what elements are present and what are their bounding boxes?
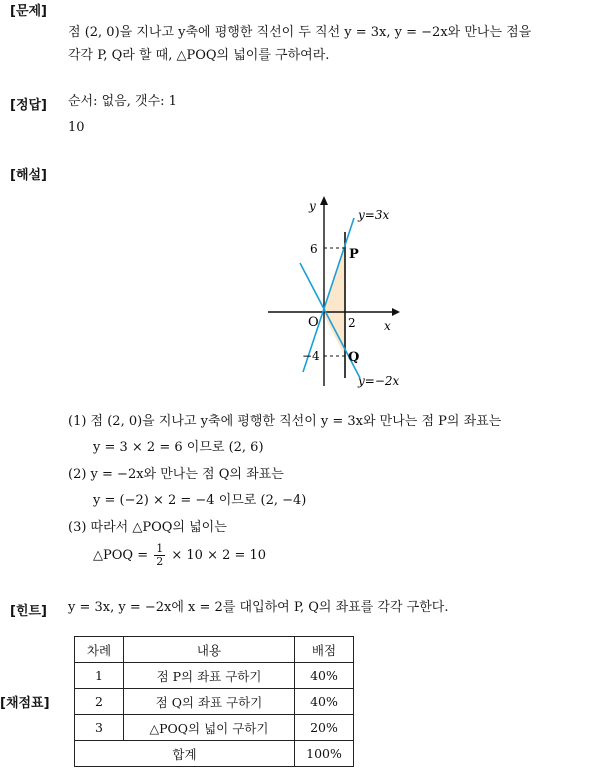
table-header-row: [75, 637, 354, 663]
solution-step3-formula: [93, 542, 266, 570]
total-label: 합계: [75, 741, 295, 767]
point-p-label: P: [349, 247, 359, 262]
header-order: 차례: [75, 637, 124, 663]
header-content: 내용: [124, 637, 295, 663]
fraction-one-half: [154, 543, 165, 568]
solution-step1-b: y = 3 × 2 = 6 이므로 (2, 6): [93, 440, 264, 455]
fraction-numerator: 1: [156, 542, 164, 555]
row2-order: 2: [75, 689, 124, 715]
hint-text: y = 3x, y = −2x에 x = 2를 대입하여 P, Q의 좌표를 각각 구한다.: [68, 600, 449, 615]
answer-value: 10: [68, 120, 85, 135]
table-row: [75, 663, 354, 689]
scoring-label: [채점표]: [0, 696, 50, 711]
table-row: [75, 689, 354, 715]
row1-content: 점 P의 좌표 구하기: [124, 663, 295, 689]
line-y-neg2x-label: y=−2x: [358, 374, 400, 388]
row2-points: 40%: [295, 689, 354, 715]
formula-lhs: △POQ =: [93, 548, 149, 563]
solution-step2-a: (2) y = −2x와 만나는 점 Q의 좌표는: [68, 467, 284, 482]
tick-neg4-label: −4: [302, 349, 320, 363]
table-row: [75, 715, 354, 741]
tick-6-label: 6: [310, 242, 318, 256]
x-axis-arrow: [392, 308, 400, 316]
x-axis-label: x: [384, 319, 391, 333]
row3-content: △POQ의 넓이 구하기: [124, 715, 295, 741]
coordinate-graph: [260, 190, 420, 395]
row1-order: 1: [75, 663, 124, 689]
total-value: 100%: [295, 741, 354, 767]
solution-step1-a: (1) 점 (2, 0)을 지나고 y축에 평행한 직선이 y = 3x와 만나는 점 P의 좌표는: [68, 414, 502, 429]
point-q-label: Q: [348, 350, 360, 365]
row1-points: 40%: [295, 663, 354, 689]
y-axis-arrow: [320, 196, 328, 205]
answer-label: [정답]: [10, 98, 47, 113]
scoring-table: [74, 636, 354, 767]
origin-label: O: [308, 315, 319, 330]
row3-order: 3: [75, 715, 124, 741]
formula-rhs: × 10 × 2 = 10: [171, 548, 267, 563]
problem-label: [문제]: [10, 4, 47, 19]
problem-line-1: 점 (2, 0)을 지나고 y축에 평행한 직선이 두 직선 y = 3x, y = −2x와 만나는 점을: [68, 25, 532, 40]
line-y-3x-label: y=3x: [358, 208, 390, 222]
tick-2-label: 2: [348, 316, 356, 330]
solution-step2-b: y = (−2) × 2 = −4 이므로 (2, −4): [93, 493, 307, 508]
row3-points: 20%: [295, 715, 354, 741]
problem-line-2: 각각 P, Q라 할 때, △POQ의 넓이를 구하여라.: [68, 48, 330, 63]
row2-content: 점 Q의 좌표 구하기: [124, 689, 295, 715]
answer-meta: 순서: 없음, 갯수: 1: [68, 94, 177, 109]
fraction-denominator: 2: [156, 555, 164, 568]
solution-label: [해설]: [10, 168, 47, 183]
solution-step3-a: (3) 따라서 △POQ의 넓이는: [68, 520, 227, 535]
y-axis-label: y: [309, 199, 316, 213]
hint-label: [힌트]: [10, 604, 47, 619]
header-points: 배점: [295, 637, 354, 663]
table-total-row: [75, 741, 354, 767]
